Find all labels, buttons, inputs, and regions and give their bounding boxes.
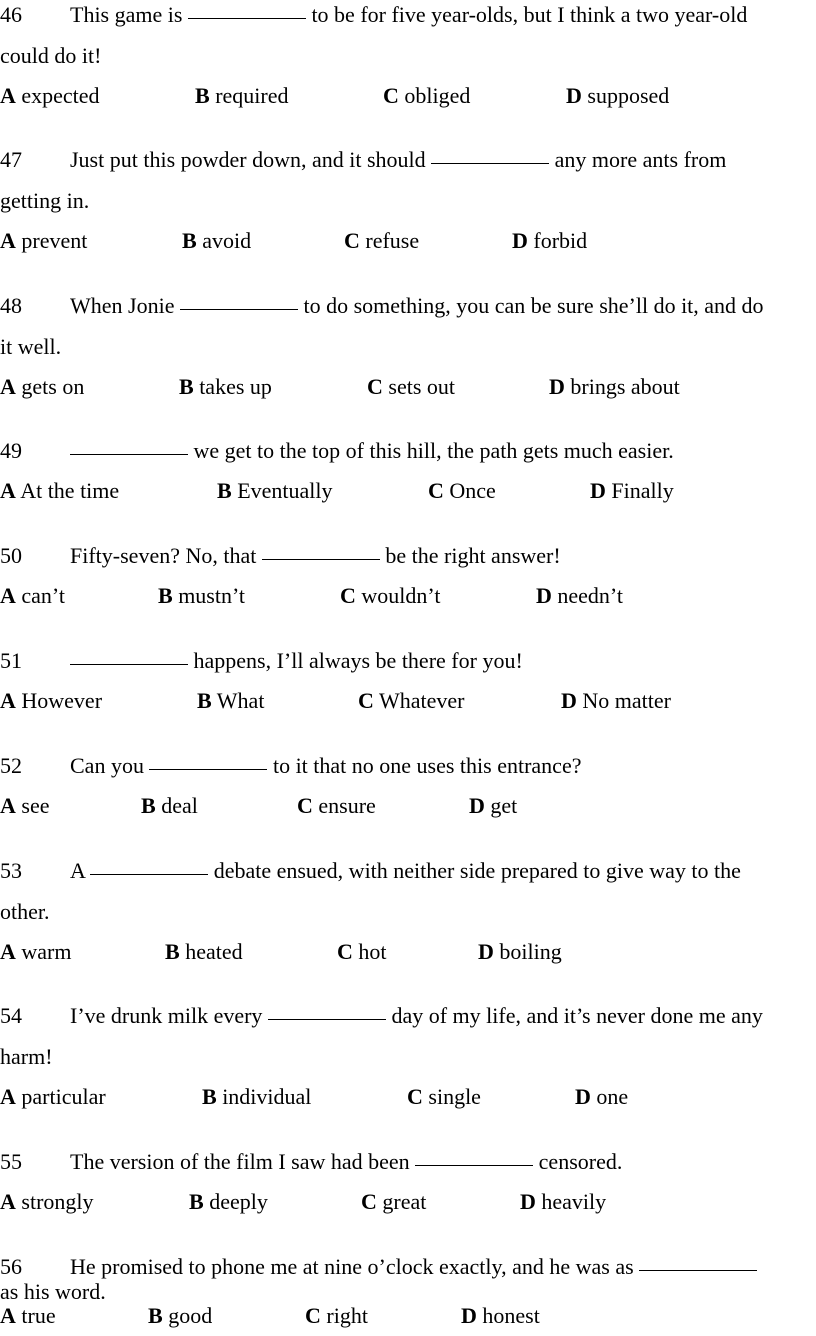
option-letter: D bbox=[575, 1084, 591, 1109]
option-letter: B bbox=[141, 793, 156, 818]
option-text: No matter bbox=[582, 688, 671, 713]
option-letter: A bbox=[0, 583, 16, 608]
option-letter: B bbox=[182, 228, 197, 253]
option-d[interactable] bbox=[590, 471, 674, 511]
option-letter: C bbox=[337, 939, 353, 964]
answer-options bbox=[0, 576, 816, 616]
option-letter: D bbox=[512, 228, 528, 253]
option-c[interactable] bbox=[340, 576, 440, 616]
question-54 bbox=[0, 995, 816, 1117]
option-letter: A bbox=[0, 1084, 16, 1109]
answer-options bbox=[0, 681, 816, 721]
option-text: can’t bbox=[21, 583, 65, 608]
question-stem bbox=[0, 430, 816, 471]
option-c[interactable] bbox=[407, 1077, 481, 1117]
option-letter: A bbox=[0, 793, 16, 818]
stem-text-after: censored. bbox=[533, 1149, 623, 1174]
option-text: particular bbox=[21, 1084, 106, 1109]
option-text: get bbox=[490, 793, 518, 818]
answer-blank bbox=[262, 558, 380, 560]
question-number: 50 bbox=[0, 543, 22, 568]
question-stem bbox=[0, 995, 816, 1077]
question-49 bbox=[0, 430, 816, 511]
option-text: good bbox=[168, 1303, 213, 1328]
option-c[interactable] bbox=[361, 1182, 426, 1222]
question-number: 53 bbox=[0, 858, 22, 883]
option-b[interactable] bbox=[148, 1301, 212, 1331]
answer-options bbox=[0, 1301, 816, 1331]
option-text: deal bbox=[161, 793, 198, 818]
option-text: gets on bbox=[21, 374, 85, 399]
stem-text-after: day of my life, and it’s never done me any bbox=[385, 1003, 763, 1028]
option-text: wouldn’t bbox=[361, 583, 441, 608]
question-number: 47 bbox=[0, 147, 22, 172]
stem-text-after: be the right answer! bbox=[379, 543, 561, 568]
answer-options bbox=[0, 1077, 816, 1117]
option-text: expected bbox=[21, 83, 100, 108]
option-a[interactable] bbox=[0, 76, 100, 116]
question-stem bbox=[0, 1246, 816, 1304]
option-text: obliged bbox=[404, 83, 471, 108]
option-a[interactable] bbox=[0, 1077, 106, 1117]
answer-options bbox=[0, 76, 816, 116]
option-c[interactable] bbox=[428, 471, 496, 511]
option-b[interactable] bbox=[179, 367, 272, 407]
option-text: boiling bbox=[499, 939, 562, 964]
stem-continuation: getting in. bbox=[0, 188, 90, 213]
question-stem bbox=[0, 0, 816, 76]
option-b[interactable] bbox=[217, 471, 333, 511]
stem-continuation: other. bbox=[0, 899, 50, 924]
option-b[interactable] bbox=[158, 576, 245, 616]
option-d[interactable] bbox=[478, 932, 562, 972]
option-text: needn’t bbox=[557, 583, 623, 608]
option-text: forbid bbox=[533, 228, 588, 253]
answer-blank bbox=[180, 308, 298, 310]
option-text: true bbox=[21, 1303, 56, 1328]
answer-blank bbox=[70, 453, 188, 455]
option-letter: A bbox=[0, 374, 16, 399]
question-46 bbox=[0, 0, 816, 116]
option-a[interactable] bbox=[0, 367, 84, 407]
option-letter: B bbox=[165, 939, 180, 964]
question-50 bbox=[0, 535, 816, 616]
question-48 bbox=[0, 285, 816, 407]
stem-text-after: debate ensued, with neither side prepared to give way to the bbox=[208, 858, 741, 883]
option-c[interactable] bbox=[367, 367, 455, 407]
option-text: Whatever bbox=[379, 688, 465, 713]
option-text: heavily bbox=[541, 1189, 607, 1214]
option-text: ensure bbox=[318, 793, 376, 818]
option-letter: B bbox=[148, 1303, 163, 1328]
option-letter: D bbox=[461, 1303, 477, 1328]
option-text: takes up bbox=[199, 374, 272, 399]
answer-options bbox=[0, 367, 816, 407]
option-letter: A bbox=[0, 228, 16, 253]
option-letter: D bbox=[566, 83, 582, 108]
option-d[interactable] bbox=[566, 76, 669, 116]
question-stem bbox=[0, 535, 816, 576]
question-56 bbox=[0, 1246, 816, 1331]
option-text: heated bbox=[185, 939, 243, 964]
option-text: brings about bbox=[570, 374, 680, 399]
question-number: 49 bbox=[0, 438, 22, 463]
question-number: 51 bbox=[0, 648, 22, 673]
option-letter: C bbox=[344, 228, 360, 253]
option-text: individual bbox=[222, 1084, 312, 1109]
option-letter: C bbox=[367, 374, 383, 399]
stem-text-after: we get to the top of this hill, the path gets much easier. bbox=[188, 438, 674, 463]
option-letter: D bbox=[520, 1189, 536, 1214]
option-text: honest bbox=[482, 1303, 540, 1328]
answer-options bbox=[0, 471, 816, 511]
option-text: hot bbox=[358, 939, 387, 964]
option-text: warm bbox=[21, 939, 72, 964]
question-stem bbox=[0, 285, 816, 367]
option-letter: C bbox=[361, 1189, 377, 1214]
stem-text-before: Can you bbox=[70, 753, 150, 778]
option-letter: D bbox=[549, 374, 565, 399]
stem-text-before: The version of the film I saw had been bbox=[70, 1149, 416, 1174]
answer-blank bbox=[90, 873, 208, 875]
option-c[interactable] bbox=[358, 681, 465, 721]
stem-text-before: He promised to phone me at nine o’clock exactly, and he was as bbox=[70, 1254, 640, 1279]
option-b[interactable] bbox=[189, 1182, 268, 1222]
option-text: required bbox=[215, 83, 289, 108]
stem-text-after: any more ants from bbox=[549, 147, 727, 172]
option-b[interactable] bbox=[195, 76, 288, 116]
question-53 bbox=[0, 850, 816, 972]
option-b[interactable] bbox=[165, 932, 243, 972]
option-text: single bbox=[428, 1084, 481, 1109]
answer-blank bbox=[431, 162, 549, 164]
option-text: strongly bbox=[21, 1189, 94, 1214]
option-letter: B bbox=[189, 1189, 204, 1214]
answer-blank bbox=[149, 768, 267, 770]
option-text: What bbox=[216, 688, 265, 713]
stem-text-after: happens, I’ll always be there for you! bbox=[188, 648, 523, 673]
question-number: 55 bbox=[0, 1149, 22, 1174]
option-text: At the time bbox=[20, 478, 120, 503]
question-stem bbox=[0, 139, 816, 221]
answer-options bbox=[0, 932, 816, 972]
option-letter: B bbox=[195, 83, 210, 108]
option-letter: A bbox=[0, 1303, 16, 1328]
option-a[interactable] bbox=[0, 1182, 94, 1222]
option-a[interactable] bbox=[0, 221, 87, 261]
stem-text-after: to do something, you can be sure she’ll do it, and do bbox=[297, 293, 764, 318]
answer-options bbox=[0, 221, 816, 261]
question-55 bbox=[0, 1141, 816, 1222]
stem-continuation: harm! bbox=[0, 1044, 53, 1069]
stem-continuation: it well. bbox=[0, 334, 62, 359]
option-c[interactable] bbox=[305, 1301, 368, 1331]
option-letter: B bbox=[197, 688, 212, 713]
option-b[interactable] bbox=[197, 681, 264, 721]
option-text: Eventually bbox=[237, 478, 333, 503]
question-number: 56 bbox=[0, 1254, 22, 1279]
option-letter: D bbox=[561, 688, 577, 713]
option-letter: A bbox=[0, 939, 16, 964]
answer-options bbox=[0, 786, 816, 826]
option-d[interactable] bbox=[549, 367, 680, 407]
option-text: right bbox=[326, 1303, 368, 1328]
option-text: see bbox=[21, 793, 50, 818]
option-text: prevent bbox=[21, 228, 88, 253]
question-51 bbox=[0, 640, 816, 721]
option-b[interactable] bbox=[141, 786, 198, 826]
option-text: sets out bbox=[388, 374, 456, 399]
question-stem bbox=[0, 640, 816, 681]
option-a[interactable] bbox=[0, 471, 119, 511]
option-d[interactable] bbox=[512, 221, 587, 261]
answer-options bbox=[0, 1182, 816, 1222]
option-text: However bbox=[21, 688, 103, 713]
stem-text-before: Just put this powder down, and it should bbox=[70, 147, 432, 172]
option-letter: C bbox=[407, 1084, 423, 1109]
option-letter: A bbox=[0, 1189, 16, 1214]
option-text: Once bbox=[449, 478, 496, 503]
option-text: great bbox=[382, 1189, 427, 1214]
option-letter: C bbox=[428, 478, 444, 503]
option-letter: B bbox=[202, 1084, 217, 1109]
option-d[interactable] bbox=[461, 1301, 540, 1331]
stem-text-before: I’ve drunk milk every bbox=[70, 1003, 268, 1028]
option-text: avoid bbox=[202, 228, 252, 253]
option-b[interactable] bbox=[182, 221, 251, 261]
option-d[interactable] bbox=[520, 1182, 606, 1222]
question-stem bbox=[0, 745, 816, 786]
option-text: refuse bbox=[365, 228, 420, 253]
answer-blank bbox=[70, 663, 188, 665]
option-letter: C bbox=[340, 583, 356, 608]
option-letter: A bbox=[0, 83, 16, 108]
option-text: Finally bbox=[611, 478, 674, 503]
option-text: one bbox=[596, 1084, 629, 1109]
option-letter: B bbox=[158, 583, 173, 608]
option-a[interactable] bbox=[0, 1301, 56, 1331]
option-text: mustn’t bbox=[178, 583, 246, 608]
question-stem bbox=[0, 1141, 816, 1182]
option-text: supposed bbox=[587, 83, 670, 108]
answer-blank bbox=[415, 1164, 533, 1166]
option-text: deeply bbox=[209, 1189, 268, 1214]
option-c[interactable] bbox=[297, 786, 376, 826]
question-number: 46 bbox=[0, 2, 22, 27]
stem-continuation: could do it! bbox=[0, 43, 102, 68]
option-c[interactable] bbox=[344, 221, 419, 261]
question-52 bbox=[0, 745, 816, 826]
stem-text-before: When Jonie bbox=[70, 293, 180, 318]
option-letter: D bbox=[536, 583, 552, 608]
stem-text-before: A bbox=[70, 858, 91, 883]
option-letter: B bbox=[179, 374, 194, 399]
option-letter: C bbox=[305, 1303, 321, 1328]
option-letter: C bbox=[358, 688, 374, 713]
answer-blank bbox=[268, 1018, 386, 1020]
answer-blank bbox=[188, 17, 306, 19]
option-d[interactable] bbox=[561, 681, 671, 721]
stem-text-before: This game is bbox=[70, 2, 188, 27]
option-a[interactable] bbox=[0, 576, 65, 616]
question-stem bbox=[0, 850, 816, 932]
option-letter: B bbox=[217, 478, 232, 503]
option-a[interactable] bbox=[0, 932, 71, 972]
option-letter: A bbox=[0, 688, 16, 713]
question-number: 52 bbox=[0, 753, 22, 778]
option-letter: D bbox=[469, 793, 485, 818]
option-letter: C bbox=[383, 83, 399, 108]
option-letter: A bbox=[0, 478, 16, 503]
answer-blank bbox=[639, 1269, 757, 1271]
question-47 bbox=[0, 139, 816, 261]
option-c[interactable] bbox=[383, 76, 470, 116]
option-letter: D bbox=[590, 478, 606, 503]
stem-text-after: to it that no one uses this entrance? bbox=[267, 753, 582, 778]
question-number: 54 bbox=[0, 1003, 22, 1028]
option-d[interactable] bbox=[575, 1077, 628, 1117]
option-c[interactable] bbox=[337, 932, 387, 972]
stem-text-after: to be for five year-olds, but I think a two year-old bbox=[305, 2, 748, 27]
stem-continuation: as his word. bbox=[0, 1279, 106, 1304]
question-number: 48 bbox=[0, 293, 22, 318]
option-b[interactable] bbox=[202, 1077, 311, 1117]
stem-text-before: Fifty-seven? No, that bbox=[70, 543, 262, 568]
option-a[interactable] bbox=[0, 681, 102, 721]
option-a[interactable] bbox=[0, 786, 49, 826]
option-d[interactable] bbox=[536, 576, 623, 616]
option-letter: C bbox=[297, 793, 313, 818]
option-letter: D bbox=[478, 939, 494, 964]
option-d[interactable] bbox=[469, 786, 517, 826]
